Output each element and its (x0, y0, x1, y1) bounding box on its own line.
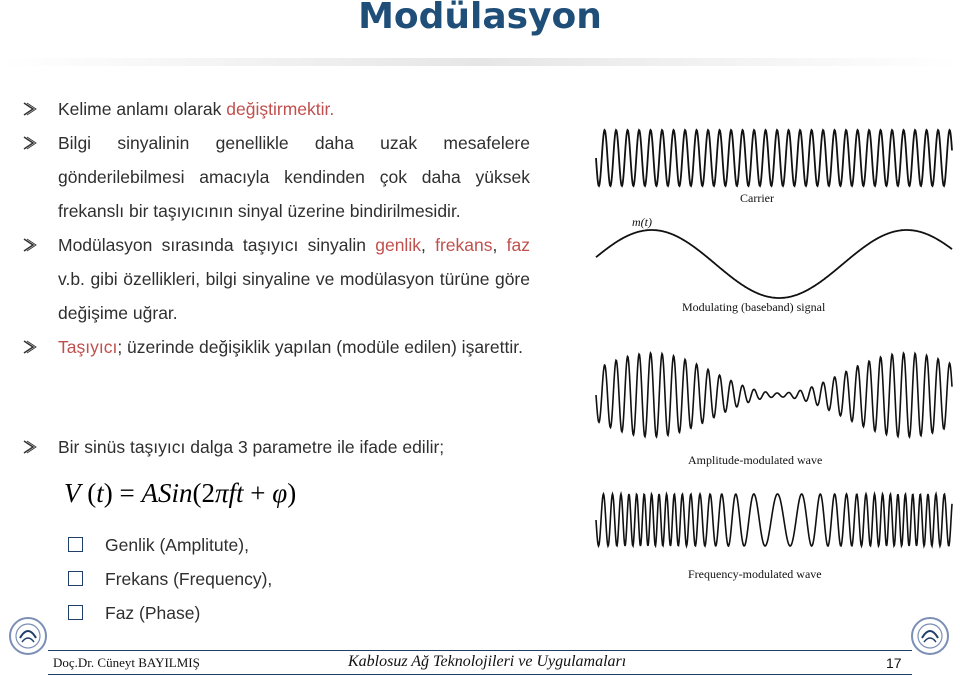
checkbox-icon (68, 537, 83, 552)
arrow-bullet-icon (22, 92, 38, 126)
bullet-item (22, 330, 530, 364)
bullet-item-parameters (22, 430, 566, 464)
bullet-item (22, 92, 530, 126)
am-wave (596, 353, 952, 437)
carrier-formula: V (t) = ASin(2πft + φ) (64, 478, 297, 508)
parameter-item (68, 562, 272, 596)
highlight-text: değiştirmektir. (226, 99, 335, 119)
formula-eq: = (119, 478, 135, 508)
modulating-wave (596, 230, 952, 298)
footer-author: Doç.Dr. Cüneyt BAYILMIŞ (53, 655, 200, 670)
arrow-bullet-icon (22, 430, 38, 464)
formula-phi: φ (272, 478, 288, 508)
waveform-diagram (590, 120, 960, 590)
highlight-text: Taşıyıcı (58, 337, 118, 357)
highlight-text: faz (506, 235, 530, 255)
footer-divider (48, 674, 912, 675)
formula-pi: π (215, 478, 229, 508)
bullet-text: v.b. gibi özellikleri, bilgi sinyaline ve modülasyon türüne göre değişime uğrar. (58, 269, 530, 323)
mt-label: m(t) (632, 215, 652, 229)
bullet-text: Bir sinüs taşıyıcı dalga 3 parametre ile ifade edilir; (58, 437, 445, 457)
formula-plus: + (250, 478, 266, 508)
checkbox-icon (68, 571, 83, 586)
highlight-text: frekans (435, 235, 493, 255)
bullet-text: ; üzerinde değişiklik yapılan (modüle edilen) işarettir. (117, 337, 523, 357)
carrier-label: Carrier (740, 191, 774, 205)
formula-ft: ft (228, 478, 244, 508)
parameter-item (68, 528, 272, 562)
arrow-bullet-icon (22, 228, 38, 262)
parameter-list (68, 528, 272, 630)
formula-arg: t (96, 478, 104, 508)
separator-text: , (420, 235, 436, 255)
arrow-bullet-icon (22, 330, 38, 364)
bullet-text: Bilgi sinyalinin genellikle daha uzak mesafelere gönderilebilmesi amacıyla kendinden çok daha yüksek frekanslı bir taşıyıcının sinyal üzerine bindirilmesidir. (58, 133, 530, 221)
parameter-label: Genlik (Amplitute), (105, 535, 249, 555)
fm-label: Frequency-modulated wave (688, 567, 822, 581)
highlight-text: genlik (375, 235, 421, 255)
parameter-label: Frekans (Frequency), (105, 569, 273, 589)
separator-text: , (492, 235, 507, 255)
page-number: 17 (886, 655, 902, 671)
footer-course: Kablosuz Ağ Teknolojileri ve Uygulamaları (348, 653, 627, 670)
arrow-bullet-icon (22, 126, 38, 160)
modulating-label: Modulating (baseband) signal (682, 300, 826, 314)
bullet-list (22, 92, 530, 364)
university-logo-icon (910, 614, 950, 666)
am-label: Amplitude-modulated wave (688, 453, 823, 467)
fm-wave (596, 494, 952, 546)
modulation-figure (590, 120, 960, 590)
formula-rhs: ASin (141, 478, 193, 508)
carrier-wave (596, 130, 952, 186)
checkbox-icon (68, 605, 83, 620)
parameter-label: Faz (Phase) (105, 603, 201, 623)
footer-divider (48, 650, 912, 651)
page-title: Modülasyon (358, 0, 602, 37)
title-divider (0, 58, 960, 66)
bullet-text: Kelime anlamı olarak (58, 99, 227, 119)
bullet-text: Modülasyon sırasında taşıyıcı sinyalin (58, 235, 376, 255)
formula-lhs: V (64, 478, 81, 508)
university-logo-icon (8, 614, 48, 666)
bullet-item (22, 126, 530, 228)
parameter-item (68, 596, 272, 630)
bullet-item (22, 228, 530, 330)
formula-two: 2 (201, 478, 215, 508)
